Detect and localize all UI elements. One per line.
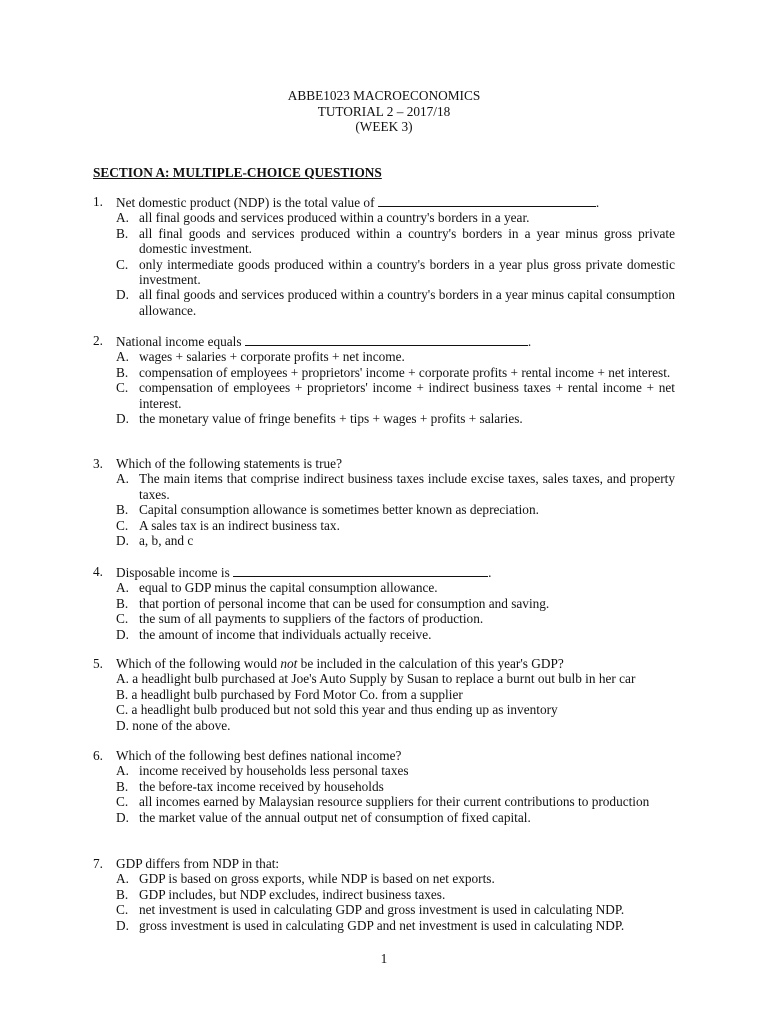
option-text: compensation of employees + proprietors' income + corporate profits + rental income + net interest. (139, 364, 671, 380)
option-c (93, 518, 675, 533)
question-number: 7. (93, 856, 103, 871)
option-letter: C. (116, 611, 129, 627)
option-b (93, 596, 675, 611)
option-letter: D. (116, 287, 129, 303)
option-letter: A. (116, 871, 129, 887)
answer-blank (378, 194, 596, 207)
options-list (93, 580, 675, 642)
option-b (93, 887, 675, 902)
question-stem (93, 856, 675, 871)
question-stem (93, 748, 675, 763)
question-stem (93, 194, 675, 210)
question-number: 3. (93, 456, 103, 471)
document-header (0, 88, 768, 135)
option-letter: D. (116, 533, 129, 549)
week-label: (WEEK 3) (355, 119, 413, 134)
stem-end: . (488, 565, 492, 580)
option-text: A. a headlight bulb purchased at Joe's Auto Supply by Susan to replace a burnt out bulb in her car (116, 671, 636, 687)
option-a (93, 210, 675, 225)
page-number: 1 (380, 951, 388, 966)
option-text: GDP includes, but NDP excludes, indirect business taxes. (139, 886, 446, 902)
option-letter: C. (116, 902, 129, 918)
question-number: 6. (93, 748, 103, 763)
option-text: net investment is used in calculating GDP and gross investment is used in calculating NDP. (139, 902, 625, 918)
option-letter: D. (116, 809, 129, 825)
question-stem (93, 333, 675, 349)
question-stem (93, 456, 675, 471)
question-number: 2. (93, 333, 103, 348)
option-text: wages + salaries + corporate profits + net income. (139, 349, 405, 365)
option-text: gross investment is used in calculating GDP and net investment is used in calculating NDP. (139, 917, 625, 933)
option-b (93, 687, 675, 702)
option-c (93, 257, 675, 288)
stem-text: National income equals (116, 334, 242, 349)
option-text: D. none of the above. (116, 717, 231, 733)
option-text: The main items that comprise indirect business taxes include excise taxes, sales taxes, and property taxes. (139, 471, 675, 502)
option-c (93, 902, 675, 917)
tutorial-title: TUTORIAL 2 – 2017/18 (317, 103, 451, 119)
question-7 (93, 856, 675, 933)
option-text: the before-tax income received by households (139, 778, 384, 794)
stem-text: Net domestic product (NDP) is the total value of (116, 195, 375, 210)
option-text: the market value of the annual output net of consumption of fixed capital. (139, 809, 531, 825)
question-4 (93, 564, 675, 642)
option-letter: C. (116, 517, 129, 533)
options-list (93, 210, 675, 318)
option-letter: B. (116, 225, 129, 241)
stem-text: Which of the following would (116, 656, 278, 671)
option-b (93, 226, 675, 257)
option-letter: C. (116, 380, 129, 396)
option-letter: D. (116, 411, 129, 427)
options-list (93, 471, 675, 548)
option-letter: A. (116, 471, 129, 487)
options-list (93, 671, 675, 733)
question-3 (93, 456, 675, 548)
question-2 (93, 333, 675, 426)
option-d (93, 718, 675, 733)
question-number: 1. (93, 194, 103, 209)
question-stem (93, 656, 675, 671)
question-6 (93, 748, 675, 825)
option-text: only intermediate goods produced within a country's borders in a year plus gross private domestic investment. (139, 256, 675, 288)
option-a (93, 671, 675, 686)
option-text: the monetary value of fringe benefits + tips + wages + profits + salaries. (139, 411, 523, 427)
option-text: all final goods and services produced within a country's borders in a year minus gross private domestic investment. (139, 225, 675, 257)
option-text: a, b, and c (139, 533, 194, 549)
option-letter: A. (116, 349, 129, 365)
section-title: SECTION A: MULTIPLE-CHOICE QUESTIONS (93, 165, 382, 180)
option-text: Capital consumption allowance is sometimes better known as depreciation. (139, 502, 539, 518)
option-letter: C. (116, 256, 129, 272)
question-number: 5. (93, 656, 103, 671)
stem-text: GDP differs from NDP in that: (116, 856, 280, 871)
stem-text: Which of the following statements is true? (116, 456, 342, 471)
option-letter: B. (116, 778, 129, 794)
option-text: C. a headlight bulb produced but not sold this year and thus ending up as inventory (116, 702, 558, 718)
options-list (93, 349, 675, 426)
option-b (93, 779, 675, 794)
option-letter: D. (116, 626, 129, 642)
option-letter: A. (116, 580, 129, 596)
option-d (93, 411, 675, 426)
option-d (93, 533, 675, 548)
option-d (93, 627, 675, 642)
option-text: the amount of income that individuals actually receive. (139, 626, 432, 642)
option-text: income received by households less personal taxes (139, 763, 409, 779)
option-letter: B. (116, 502, 129, 518)
option-letter: B. (116, 364, 129, 380)
option-text: all final goods and services produced within a country's borders in a year. (139, 210, 530, 226)
option-letter: B. (116, 595, 129, 611)
stem-emphasis: not (280, 656, 298, 671)
stem-text-end: be included in the calculation of this year's GDP? (300, 656, 564, 671)
option-c (93, 702, 675, 717)
option-a (93, 349, 675, 364)
option-letter: D. (116, 917, 129, 933)
option-a (93, 871, 675, 886)
stem-text: Which of the following best defines national income? (116, 748, 402, 763)
question-number: 4. (93, 564, 103, 579)
option-text: the sum of all payments to suppliers of the factors of production. (139, 611, 484, 627)
course-title: ABBE1023 MACROECONOMICS (287, 88, 481, 103)
option-b (93, 365, 675, 380)
option-c (93, 794, 675, 809)
option-a (93, 580, 675, 595)
option-d (93, 810, 675, 825)
answer-blank (233, 564, 488, 577)
option-text: all final goods and services produced within a country's borders in a year minus capital consumption allowance. (139, 287, 675, 318)
option-d (93, 287, 675, 318)
option-text: GDP is based on gross exports, while NDP is based on net exports. (139, 871, 495, 887)
question-1 (93, 194, 675, 318)
option-text: equal to GDP minus the capital consumption allowance. (139, 580, 438, 596)
option-a (93, 471, 675, 502)
options-list (93, 871, 675, 933)
option-c (93, 380, 675, 411)
option-a (93, 763, 675, 778)
option-d (93, 918, 675, 933)
option-letter: B. (116, 886, 129, 902)
question-stem (93, 564, 675, 580)
option-letter: A. (116, 763, 129, 779)
answer-blank (245, 333, 528, 346)
options-list (93, 763, 675, 825)
option-text: all incomes earned by Malaysian resource suppliers for their current contributions to production (139, 794, 650, 810)
option-text: B. a headlight bulb purchased by Ford Motor Co. from a supplier (116, 686, 463, 702)
stem-end: . (527, 334, 532, 349)
option-text: A sales tax is an indirect business tax. (139, 517, 340, 533)
stem-text: Disposable income is (116, 565, 230, 580)
option-text: that portion of personal income that can be used for consumption and saving. (139, 595, 550, 611)
option-letter: C. (116, 794, 129, 810)
option-letter: A. (116, 210, 129, 226)
option-c (93, 611, 675, 626)
option-text: compensation of employees + proprietors' income + indirect business taxes + rental income + net interest. (139, 380, 675, 411)
stem-end: . (595, 195, 600, 210)
option-b (93, 502, 675, 517)
question-5 (93, 656, 675, 733)
